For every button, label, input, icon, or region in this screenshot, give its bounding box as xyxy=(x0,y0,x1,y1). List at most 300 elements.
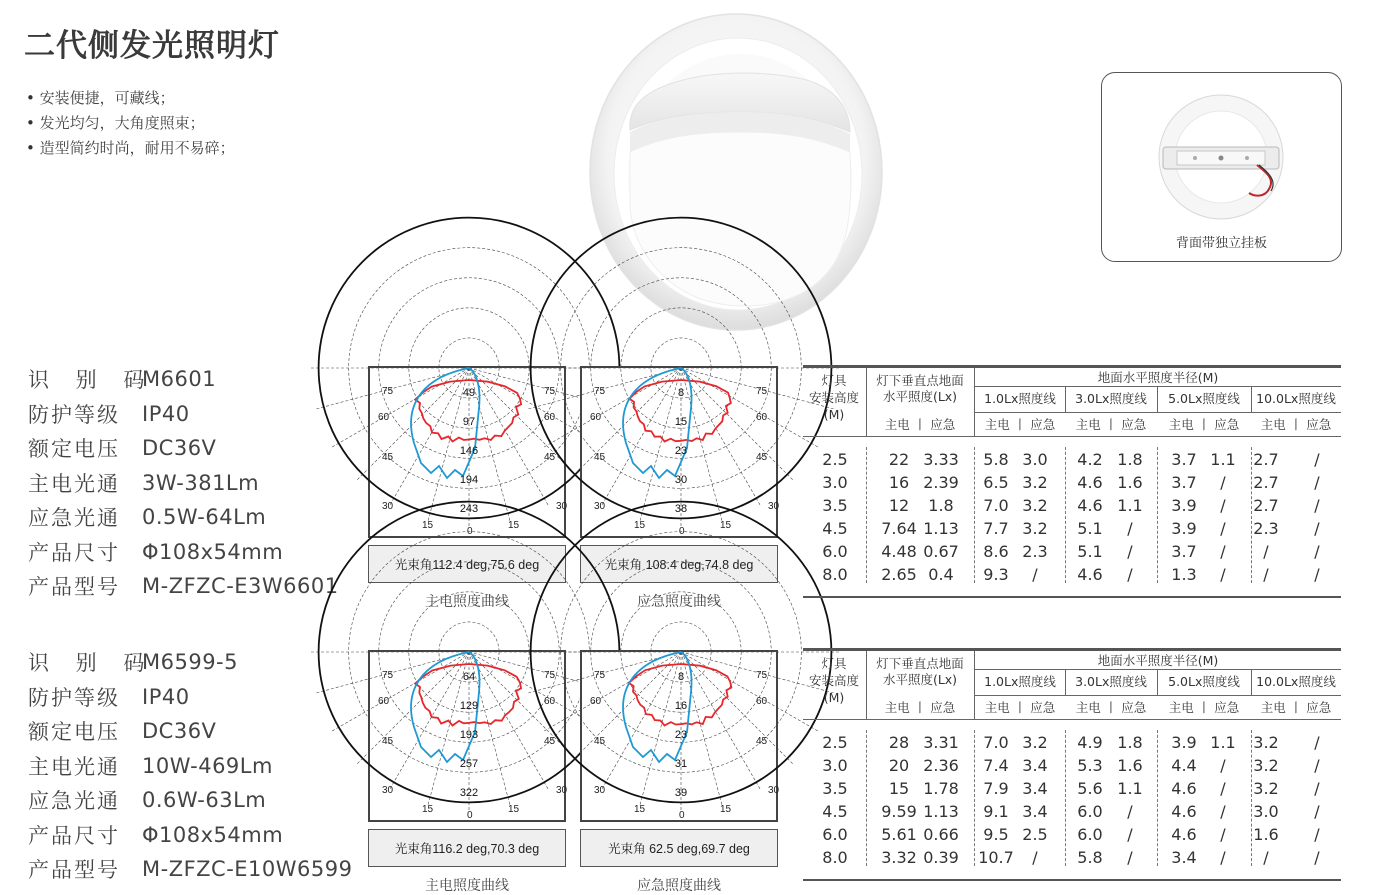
table-cell: 9.59 xyxy=(881,802,917,821)
table-header-label: (M) xyxy=(823,407,845,422)
polar-angle-label: 45 xyxy=(382,452,394,463)
polar-angle-label: 15 xyxy=(720,804,732,815)
spec-key: 产品尺寸 xyxy=(28,823,120,848)
ring-value-label: 129 xyxy=(459,700,479,712)
table-cell: 4.6 xyxy=(1077,473,1103,492)
table-cell: 1.1 xyxy=(1210,733,1236,752)
spec-row xyxy=(28,645,353,680)
polar-angle-label: 15 xyxy=(720,520,732,531)
table-bottom-rule xyxy=(803,596,1341,598)
polar-angle-label: 15 xyxy=(508,804,520,815)
spec-list-2 xyxy=(28,645,353,887)
table-rule xyxy=(1251,670,1252,696)
table-cell: 2.5 xyxy=(1022,825,1048,844)
table-cell: / xyxy=(1220,565,1226,584)
feature-item: • 造型简约时尚，耐用不易碎； xyxy=(26,136,235,161)
table-cell: 5.3 xyxy=(1077,756,1103,775)
table-rule xyxy=(975,669,1341,670)
table-cell: 4.9 xyxy=(1077,733,1103,752)
table-cell: / xyxy=(1314,756,1320,775)
spec-value: M6601 xyxy=(142,367,217,392)
spec-row xyxy=(28,397,339,432)
table-cell: 3.9 xyxy=(1171,496,1197,515)
table-cell: / xyxy=(1314,519,1320,538)
polar-angle-label: 30 xyxy=(768,501,780,512)
chart-caption: 主电照度曲线 xyxy=(425,594,509,610)
table-cell: 3.7 xyxy=(1171,450,1197,469)
table-cell: 1.13 xyxy=(923,802,959,821)
table-cell: 3.2 xyxy=(1253,756,1279,775)
table-cell: / xyxy=(1314,825,1320,844)
table-header-label: 3.0Lx照度线 xyxy=(1075,674,1147,689)
polar-angle-label: 75 xyxy=(756,386,768,397)
polar-angle-label: 0 xyxy=(467,810,473,821)
table-cell: 3.31 xyxy=(923,733,959,752)
table-header-label: 5.0Lx照度线 xyxy=(1168,674,1240,689)
table-cell: 4.5 xyxy=(822,802,848,821)
table-cell: 3.7 xyxy=(1171,542,1197,561)
table-subheader-label: 主电 丨 应急 xyxy=(884,700,956,715)
table-header-label: 灯具 xyxy=(821,656,847,671)
table-cell: 2.7 xyxy=(1253,496,1279,515)
table-cell: / xyxy=(1314,542,1320,561)
table-cell: 2.5 xyxy=(822,450,848,469)
table-cell: 9.3 xyxy=(983,565,1009,584)
spec-row xyxy=(28,362,339,397)
polar-angle-label: 60 xyxy=(378,412,390,423)
polar-distribution-chart xyxy=(580,650,778,822)
table-cell: 20 xyxy=(888,756,910,775)
polar-angle-label: 15 xyxy=(634,804,646,815)
ring-value-label: 39 xyxy=(674,787,688,799)
table-cell: / xyxy=(1032,848,1038,867)
table-cell: / xyxy=(1220,825,1226,844)
polar-angle-label: 30 xyxy=(382,785,394,796)
polar-angle-label: 45 xyxy=(594,736,606,747)
ring-value-label: 146 xyxy=(459,445,479,457)
table-cell: / xyxy=(1220,519,1226,538)
table-cell: 6.0 xyxy=(1077,825,1103,844)
table-cell: 6.0 xyxy=(822,542,848,561)
table-cell: 0.67 xyxy=(923,542,959,561)
table-cell: 5.61 xyxy=(881,825,917,844)
table-cell: 2.7 xyxy=(1253,450,1279,469)
spec-value: 0.6W-63Lm xyxy=(142,788,267,813)
polar-angle-label: 15 xyxy=(634,520,646,531)
spec-value: Φ108x54mm xyxy=(142,539,284,564)
table-cell: 5.6 xyxy=(1077,779,1103,798)
table-subheader-label: 主电 丨 应急 xyxy=(1075,417,1147,432)
polar-angle-label: 60 xyxy=(590,412,602,423)
product-title: 二代侧发光照明灯 xyxy=(24,28,280,64)
polar-angle-label: 75 xyxy=(382,670,394,681)
table-cell: 1.6 xyxy=(1117,756,1143,775)
table-header-label: 3.0Lx照度线 xyxy=(1075,391,1147,406)
table-cell: 3.2 xyxy=(1022,496,1048,515)
table-header-label: 1.0Lx照度线 xyxy=(984,674,1056,689)
polar-angle-label: 45 xyxy=(594,452,606,463)
spec-value: Φ108x54mm xyxy=(142,822,284,847)
table-cell: 1.1 xyxy=(1117,779,1143,798)
spec-value: IP40 xyxy=(142,684,190,709)
table-cell: 6.0 xyxy=(822,825,848,844)
table-cell: 22 xyxy=(888,450,910,469)
polar-angle-label: 60 xyxy=(544,412,556,423)
table-rule xyxy=(974,447,975,583)
table-cell: 1.13 xyxy=(923,519,959,538)
ring-value-label: 322 xyxy=(459,787,479,799)
spec-key: 产品型号 xyxy=(28,575,120,600)
spec-row xyxy=(28,535,339,570)
back-plate-callout xyxy=(1101,72,1342,262)
spec-value: 10W-469Lm xyxy=(142,753,273,778)
table-cell: 7.9 xyxy=(983,779,1009,798)
feature-item: • 发光均匀，大角度照束； xyxy=(26,111,235,136)
ring-value-label: 97 xyxy=(462,416,476,428)
table-cell: / xyxy=(1127,848,1133,867)
spec-row xyxy=(28,749,353,784)
ring-value-label: 257 xyxy=(459,758,479,770)
beam-angle-label: 光束角 108.4 deg,74.8 deg xyxy=(580,545,778,583)
table-cell: 7.0 xyxy=(983,496,1009,515)
polar-angle-label: 30 xyxy=(594,785,606,796)
ring-value-label: 38 xyxy=(674,503,688,515)
table-cell: 4.6 xyxy=(1171,779,1197,798)
polar-distribution-chart xyxy=(368,366,566,538)
table-rule xyxy=(803,719,1341,720)
ring-value-label: 193 xyxy=(459,729,479,741)
table-cell: / xyxy=(1220,779,1226,798)
spec-key: 应急光通 xyxy=(28,789,120,814)
table-subheader-label: 主电 丨 应急 xyxy=(984,700,1056,715)
beam-angle-label: 光束角 62.5 deg,69.7 deg xyxy=(580,829,778,867)
table-header-label: 灯下垂直点地面 xyxy=(876,656,964,671)
table-cell: 4.6 xyxy=(1171,802,1197,821)
table-rule xyxy=(866,447,867,583)
table-subheader-label: 主电 丨 应急 xyxy=(1260,700,1332,715)
table-cell: / xyxy=(1032,565,1038,584)
spec-list-1 xyxy=(28,362,339,604)
table-cell: 4.5 xyxy=(822,519,848,538)
table-cell: 3.5 xyxy=(822,496,848,515)
ring-value-label: 243 xyxy=(459,503,479,515)
table-cell: 1.6 xyxy=(1253,825,1279,844)
table-rule xyxy=(974,368,975,436)
table-cell: 9.1 xyxy=(983,802,1009,821)
table-cell: 1.3 xyxy=(1171,565,1197,584)
table-cell: / xyxy=(1127,825,1133,844)
table-cell: 4.6 xyxy=(1171,825,1197,844)
table-subheader-label: 主电 丨 应急 xyxy=(884,417,956,432)
spec-key: 应急光通 xyxy=(28,506,120,531)
table-cell: 3.9 xyxy=(1171,733,1197,752)
spec-key: 主电光通 xyxy=(28,471,120,496)
spec-value: M-ZFZC-E10W6599 xyxy=(142,857,353,882)
spec-row xyxy=(28,466,339,501)
table-cell: / xyxy=(1220,496,1226,515)
table-cell: / xyxy=(1220,756,1226,775)
spec-row xyxy=(28,818,353,853)
table-cell: 3.0 xyxy=(1253,802,1279,821)
table-cell: 1.6 xyxy=(1117,473,1143,492)
polar-angle-label: 45 xyxy=(544,452,556,463)
spec-row xyxy=(28,569,339,604)
table-cell: / xyxy=(1127,519,1133,538)
ring-value-label: 64 xyxy=(462,671,476,683)
spec-key: 主电光通 xyxy=(28,754,120,779)
table-cell: 5.8 xyxy=(983,450,1009,469)
table-cell: 4.4 xyxy=(1171,756,1197,775)
table-cell: / xyxy=(1263,542,1269,561)
table-header-label: 5.0Lx照度线 xyxy=(1168,391,1240,406)
table-cell: 2.3 xyxy=(1253,519,1279,538)
polar-angle-label: 75 xyxy=(544,386,556,397)
spec-value: 0.5W-64Lm xyxy=(142,505,267,530)
table-cell: 7.0 xyxy=(983,733,1009,752)
spec-key: 产品尺寸 xyxy=(28,540,120,565)
table-cell: 4.48 xyxy=(881,542,917,561)
table-cell: 1.8 xyxy=(1117,733,1143,752)
polar-angle-label: 45 xyxy=(382,736,394,747)
polar-angle-label: 75 xyxy=(382,386,394,397)
spec-key: 额定电压 xyxy=(28,720,120,745)
table-cell: 3.2 xyxy=(1022,519,1048,538)
table-cell: 3.9 xyxy=(1171,519,1197,538)
ring-value-label: 15 xyxy=(674,416,688,428)
table-cell: 1.1 xyxy=(1210,450,1236,469)
ring-value-label: 23 xyxy=(674,445,688,457)
table-header-label: 安装高度 xyxy=(808,390,859,405)
table-rule xyxy=(1065,447,1066,583)
table-rule xyxy=(1251,387,1252,413)
table-rule xyxy=(866,651,867,719)
table-rule xyxy=(975,386,1341,387)
polar-angle-label: 30 xyxy=(594,501,606,512)
table-header-label: (M) xyxy=(823,690,845,705)
table-cell: 3.32 xyxy=(881,848,917,867)
spec-key: 防护等级 xyxy=(28,402,120,427)
table-cell: / xyxy=(1314,802,1320,821)
table-cell: 1.1 xyxy=(1117,496,1143,515)
table-cell: / xyxy=(1220,802,1226,821)
table-cell: 4.6 xyxy=(1077,496,1103,515)
table-rule xyxy=(1157,387,1158,413)
table-cell: / xyxy=(1263,848,1269,867)
table-cell: 5.1 xyxy=(1077,542,1103,561)
table-cell: 8.0 xyxy=(822,565,848,584)
table-cell: 3.4 xyxy=(1022,802,1048,821)
polar-angle-label: 60 xyxy=(544,696,556,707)
table-cell: 2.36 xyxy=(923,756,959,775)
polar-angle-label: 15 xyxy=(422,804,434,815)
polar-angle-label: 30 xyxy=(556,785,568,796)
table-header-label: 灯具 xyxy=(821,373,847,388)
spec-value: DC36V xyxy=(142,719,217,744)
polar-angle-label: 0 xyxy=(679,526,685,537)
beam-angle-label: 光束角116.2 deg,70.3 deg xyxy=(368,829,566,867)
table-cell: 9.5 xyxy=(983,825,1009,844)
table-cell: 3.4 xyxy=(1171,848,1197,867)
ring-value-label: 8 xyxy=(677,671,685,683)
spec-row xyxy=(28,680,353,715)
table-bottom-rule xyxy=(803,879,1341,881)
table-cell: / xyxy=(1314,848,1320,867)
table-cell: / xyxy=(1127,802,1133,821)
table-cell: 0.66 xyxy=(923,825,959,844)
spec-row xyxy=(28,714,353,749)
table-subheader-label: 主电 丨 应急 xyxy=(1168,700,1240,715)
table-header-label: 10.0Lx照度线 xyxy=(1256,391,1336,406)
table-cell: 3.4 xyxy=(1022,779,1048,798)
table-cell: 3.5 xyxy=(822,779,848,798)
spec-key: 识 别 码 xyxy=(28,651,155,676)
table-cell: 5.1 xyxy=(1077,519,1103,538)
table-subheader-label: 主电 丨 应急 xyxy=(984,417,1056,432)
polar-angle-label: 45 xyxy=(544,736,556,747)
polar-angle-label: 30 xyxy=(382,501,394,512)
table-cell: 3.2 xyxy=(1253,779,1279,798)
illuminance-table xyxy=(803,365,1341,598)
spec-value: DC36V xyxy=(142,436,217,461)
table-cell: 3.0 xyxy=(1022,450,1048,469)
table-cell: 3.2 xyxy=(1022,473,1048,492)
chart-caption: 应急照度曲线 xyxy=(637,594,721,610)
table-rule xyxy=(974,730,975,866)
spec-key: 产品型号 xyxy=(28,858,120,883)
polar-angle-label: 0 xyxy=(679,810,685,821)
table-cell: 1.78 xyxy=(923,779,959,798)
table-cell: 3.33 xyxy=(923,450,959,469)
table-rule xyxy=(803,436,1341,437)
spec-value: IP40 xyxy=(142,401,190,426)
table-cell: / xyxy=(1314,565,1320,584)
table-cell: / xyxy=(1220,542,1226,561)
ring-value-label: 8 xyxy=(677,387,685,399)
table-cell: 16 xyxy=(888,473,910,492)
polar-angle-label: 75 xyxy=(594,386,606,397)
spec-value: M-ZFZC-E3W6601 xyxy=(142,574,339,599)
table-cell: 3.0 xyxy=(822,756,848,775)
table-subheader-label: 主电 丨 应急 xyxy=(1168,417,1240,432)
polar-angle-label: 30 xyxy=(556,501,568,512)
beam-angle-label: 光束角112.4 deg,75.6 deg xyxy=(368,545,566,583)
table-rule xyxy=(975,695,1341,696)
spec-key: 识 别 码 xyxy=(28,368,155,393)
polar-angle-label: 75 xyxy=(756,670,768,681)
table-cell: / xyxy=(1314,733,1320,752)
table-header-label: 10.0Lx照度线 xyxy=(1256,674,1336,689)
table-cell: 1.8 xyxy=(1117,450,1143,469)
ring-value-label: 49 xyxy=(462,387,476,399)
feature-item: • 安装便捷，可藏线； xyxy=(26,86,235,111)
table-cell: / xyxy=(1127,542,1133,561)
polar-angle-label: 60 xyxy=(756,412,768,423)
back-plate-image xyxy=(1157,93,1285,221)
table-cell: / xyxy=(1314,496,1320,515)
table-top-rule xyxy=(803,648,1341,651)
chart-caption: 主电照度曲线 xyxy=(425,878,509,894)
table-cell: 5.8 xyxy=(1077,848,1103,867)
table-cell: 3.2 xyxy=(1022,733,1048,752)
table-header-label: 水平照度(Lx) xyxy=(882,389,958,404)
chart-caption: 应急照度曲线 xyxy=(637,878,721,894)
table-cell: / xyxy=(1127,565,1133,584)
table-cell: 7.7 xyxy=(983,519,1009,538)
spec-key: 防护等级 xyxy=(28,685,120,710)
table-cell: / xyxy=(1263,565,1269,584)
spec-value: M6599-5 xyxy=(142,650,239,675)
table-cell: 8.0 xyxy=(822,848,848,867)
table-cell: 2.39 xyxy=(923,473,959,492)
spec-row xyxy=(28,500,339,535)
table-cell: 2.65 xyxy=(881,565,917,584)
table-cell: 3.0 xyxy=(822,473,848,492)
table-cell: / xyxy=(1314,473,1320,492)
polar-angle-label: 0 xyxy=(467,526,473,537)
table-header-label: 地面水平照度半径(M) xyxy=(1097,653,1219,668)
table-cell: 4.2 xyxy=(1077,450,1103,469)
ring-value-label: 30 xyxy=(674,474,688,486)
spec-row xyxy=(28,783,353,818)
table-header-label: 地面水平照度半径(M) xyxy=(1097,370,1219,385)
spec-row xyxy=(28,431,339,466)
ring-value-label: 23 xyxy=(674,729,688,741)
table-cell: 6.5 xyxy=(983,473,1009,492)
polar-angle-label: 60 xyxy=(378,696,390,707)
polar-angle-label: 75 xyxy=(594,670,606,681)
polar-angle-label: 75 xyxy=(544,670,556,681)
table-rule xyxy=(866,730,867,866)
table-cell: 4.6 xyxy=(1077,565,1103,584)
table-header-label: 灯下垂直点地面 xyxy=(876,373,964,388)
table-cell: 12 xyxy=(888,496,910,515)
table-subheader-label: 主电 丨 应急 xyxy=(1075,700,1147,715)
spec-row xyxy=(28,852,353,887)
table-rule xyxy=(866,368,867,436)
table-cell: 7.64 xyxy=(881,519,917,538)
table-cell: 15 xyxy=(888,779,910,798)
polar-angle-label: 15 xyxy=(422,520,434,531)
table-cell: 1.8 xyxy=(928,496,954,515)
table-cell: 0.4 xyxy=(928,565,954,584)
illuminance-table xyxy=(803,648,1341,881)
table-header-label: 安装高度 xyxy=(808,673,859,688)
table-rule xyxy=(1065,730,1066,866)
table-header-label: 1.0Lx照度线 xyxy=(984,391,1056,406)
table-cell: 6.0 xyxy=(1077,802,1103,821)
table-cell: 2.3 xyxy=(1022,542,1048,561)
table-cell: / xyxy=(1220,473,1226,492)
table-cell: 3.7 xyxy=(1171,473,1197,492)
polar-distribution-chart xyxy=(580,366,778,538)
table-header-label: 水平照度(Lx) xyxy=(882,672,958,687)
table-cell: 2.5 xyxy=(822,733,848,752)
table-subheader-label: 主电 丨 应急 xyxy=(1260,417,1332,432)
polar-angle-label: 60 xyxy=(756,696,768,707)
ring-value-label: 194 xyxy=(459,474,479,486)
polar-angle-label: 30 xyxy=(768,785,780,796)
table-rule xyxy=(1157,730,1158,866)
table-cell: 10.7 xyxy=(978,848,1014,867)
table-cell: 28 xyxy=(888,733,910,752)
table-cell: 0.39 xyxy=(923,848,959,867)
table-rule xyxy=(974,651,975,719)
table-cell: 7.4 xyxy=(983,756,1009,775)
table-cell: 2.7 xyxy=(1253,473,1279,492)
product-hero-image xyxy=(588,12,884,332)
ring-value-label: 16 xyxy=(674,700,688,712)
table-cell: / xyxy=(1314,450,1320,469)
